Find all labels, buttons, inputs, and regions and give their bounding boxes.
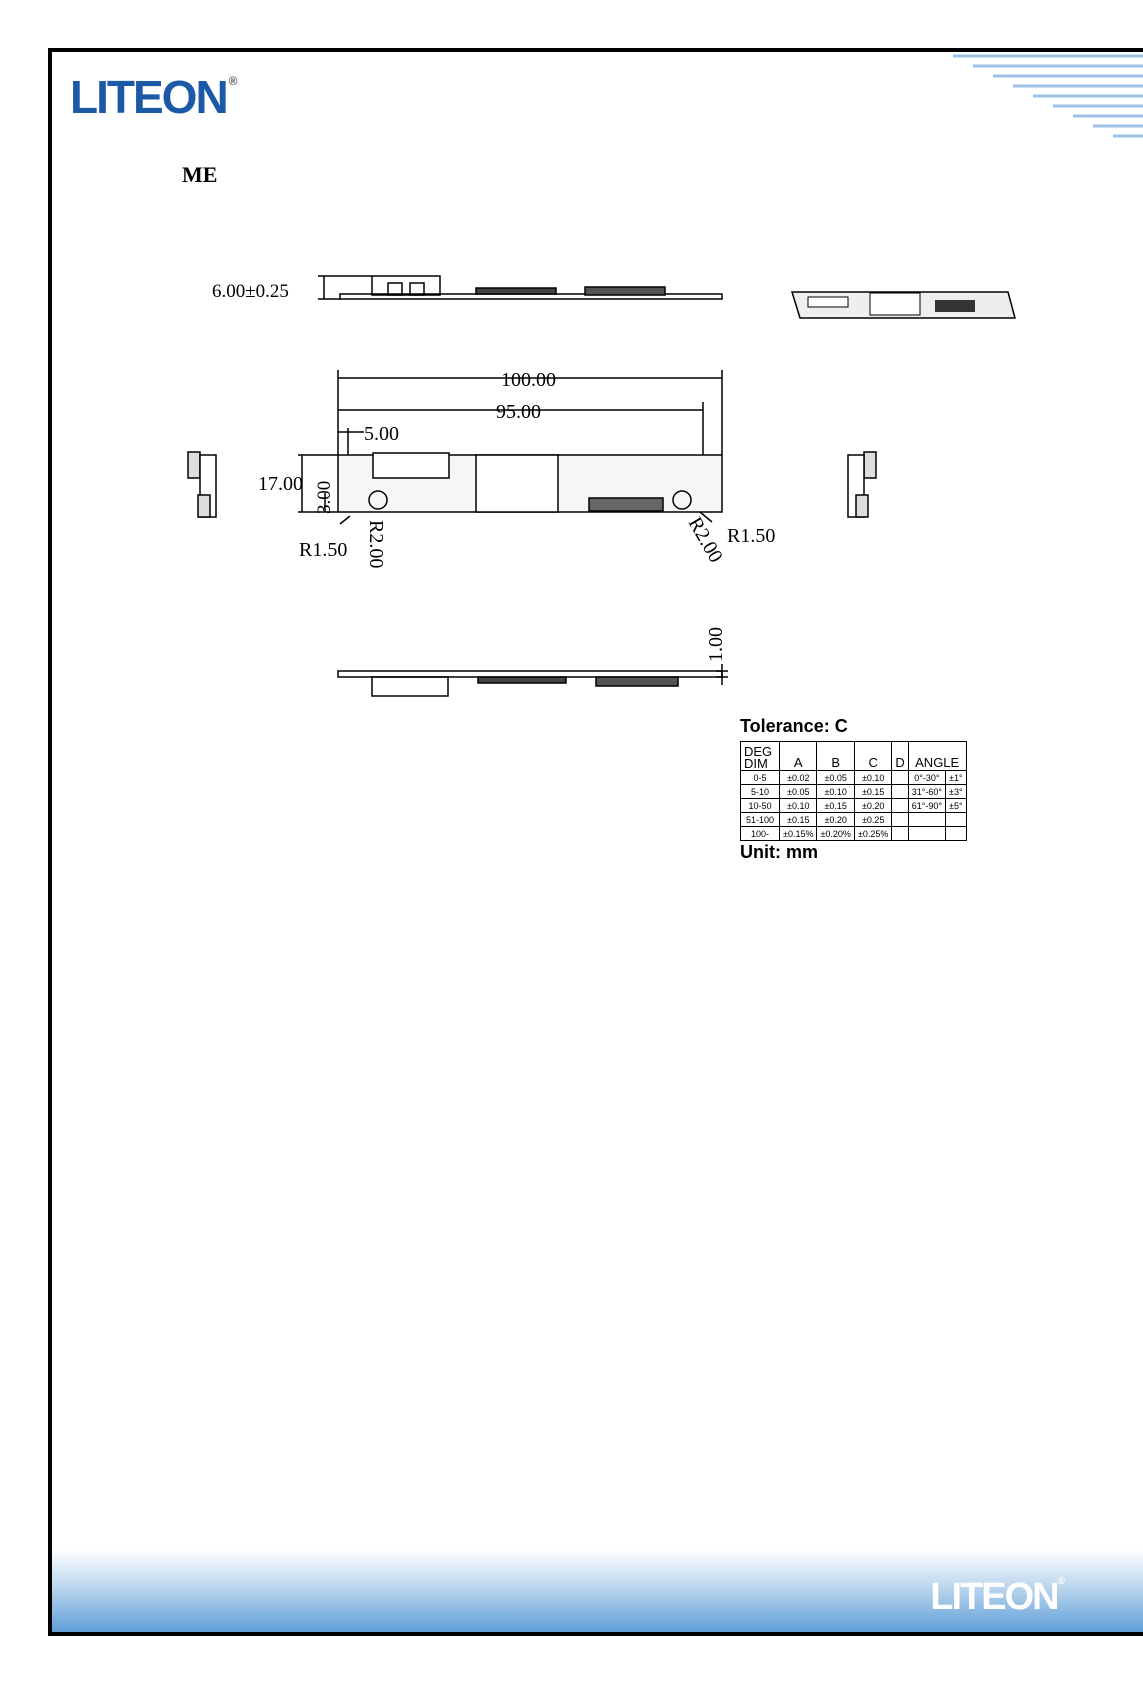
table-row <box>741 771 967 785</box>
top-side-view <box>318 276 722 299</box>
cell-a: ±0.15 <box>780 813 817 827</box>
cell-angle-tol: ±1° <box>946 771 967 785</box>
radius-left-hole: R2.00 <box>365 520 387 569</box>
row-range: 0-5 <box>741 771 780 785</box>
cell-angle-range: 31°-60° <box>908 785 945 799</box>
cell-b: ±0.10 <box>817 785 854 799</box>
cell-angle-range <box>908 827 945 841</box>
tolerance-title: Tolerance: C <box>740 716 848 736</box>
footer-liteon-logo <box>930 1576 1063 1619</box>
table-row <box>741 827 967 841</box>
cell-c: ±0.25 <box>854 813 891 827</box>
cell-a: ±0.15% <box>780 827 817 841</box>
corner-deg: DEG <box>744 744 773 759</box>
footer-logo-text: LITEON <box>930 1576 1058 1618</box>
dim-inner-length: 95.00 <box>496 401 541 423</box>
row-range: 10-50 <box>741 799 780 813</box>
col-header-angle: ANGLE <box>908 742 966 771</box>
cell-b: ±0.15 <box>817 799 854 813</box>
cell-a: ±0.02 <box>780 771 817 785</box>
bottom-side-view <box>338 664 728 696</box>
cell-angle-range <box>908 813 945 827</box>
dim-height-side: 6.00±0.25 <box>212 281 289 302</box>
row-range: 5-10 <box>741 785 780 799</box>
radius-left-corner: R1.50 <box>299 539 348 561</box>
table-row <box>741 799 967 813</box>
table-row <box>741 813 967 827</box>
cell-angle-tol: ±3° <box>946 785 967 799</box>
right-end-view <box>848 452 876 517</box>
cell-angle-range: 0°-30° <box>908 771 945 785</box>
cell-angle-range: 61°-90° <box>908 799 945 813</box>
cell-c: ±0.10 <box>854 771 891 785</box>
cell-c: ±0.15 <box>854 785 891 799</box>
cell-angle-tol <box>946 827 967 841</box>
corner-dim: DIM <box>744 756 768 771</box>
radius-right-hole: R2.00 <box>683 513 727 567</box>
cell-a: ±0.10 <box>780 799 817 813</box>
cell-d <box>892 813 908 827</box>
cell-d <box>892 799 908 813</box>
radius-right-corner: R1.50 <box>727 525 776 547</box>
front-view <box>298 370 722 524</box>
tolerance-header-row <box>741 742 967 771</box>
cell-b: ±0.20 <box>817 813 854 827</box>
logo-text: LITEON <box>70 71 227 123</box>
section-title: ME <box>182 162 218 187</box>
col-header-b: B <box>817 742 854 771</box>
col-header-c: C <box>854 742 891 771</box>
table-row <box>741 785 967 799</box>
tolerance-table <box>740 741 967 841</box>
cell-angle-tol: ±5° <box>946 799 967 813</box>
row-range: 51-100 <box>741 813 780 827</box>
left-end-view <box>188 452 216 517</box>
col-header-a: A <box>780 742 817 771</box>
tolerance-corner <box>741 742 780 771</box>
cell-c: ±0.20 <box>854 799 891 813</box>
cell-d <box>892 771 908 785</box>
dim-pcb-thickness: 1.00 <box>705 627 727 662</box>
cell-b: ±0.20% <box>817 827 854 841</box>
module-photo <box>792 292 1015 318</box>
cell-d <box>892 827 908 841</box>
cell-b: ±0.05 <box>817 771 854 785</box>
unit-label: Unit: mm <box>740 842 818 862</box>
col-header-d: D <box>892 742 908 771</box>
cell-a: ±0.05 <box>780 785 817 799</box>
footer-registered-mark: ® <box>1057 1576 1063 1587</box>
cell-angle-tol <box>946 813 967 827</box>
cell-d <box>892 785 908 799</box>
cell-c: ±0.25% <box>854 827 891 841</box>
dim-offset: 5.00 <box>364 423 399 445</box>
registered-mark: ® <box>228 74 236 88</box>
dim-small-height: 3.00 <box>314 480 335 514</box>
row-range: 100- <box>741 827 780 841</box>
dim-total-length: 100.00 <box>501 369 556 391</box>
dim-width: 17.00 <box>258 473 303 495</box>
